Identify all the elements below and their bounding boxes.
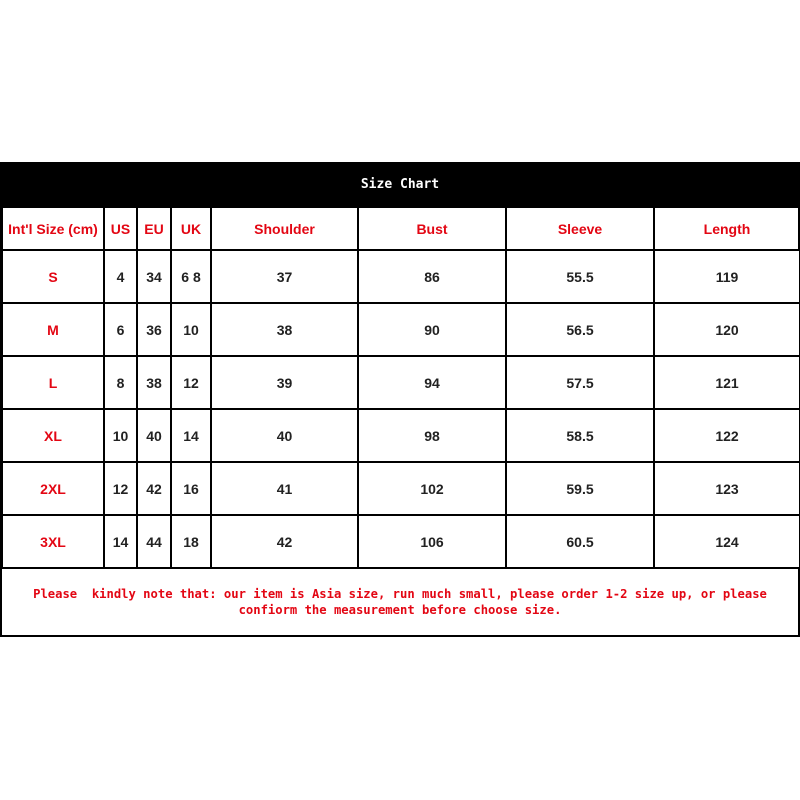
cell-bust: 94 [358, 356, 506, 409]
cell-size: 2XL [2, 462, 104, 515]
cell-uk: 14 [171, 409, 211, 462]
cell-sleeve: 58.5 [506, 409, 654, 462]
cell-size: 3XL [2, 515, 104, 568]
cell-uk: 10 [171, 303, 211, 356]
cell-sleeve: 60.5 [506, 515, 654, 568]
cell-sleeve: 57.5 [506, 356, 654, 409]
cell-bust: 102 [358, 462, 506, 515]
cell-length: 123 [654, 462, 800, 515]
cell-sleeve: 56.5 [506, 303, 654, 356]
cell-size: S [2, 250, 104, 303]
cell-uk: 6 8 [171, 250, 211, 303]
cell-shoulder: 39 [211, 356, 358, 409]
cell-us: 8 [104, 356, 137, 409]
cell-us: 12 [104, 462, 137, 515]
cell-size: L [2, 356, 104, 409]
table-row [2, 303, 800, 356]
size-note: Please kindly note that: our item is Asia size, run much small, please order 1-2 size up, or please confiorm the measurement before choose size. [33, 587, 775, 617]
header-length: Length [654, 207, 800, 250]
cell-us: 6 [104, 303, 137, 356]
table-row [2, 462, 800, 515]
cell-eu: 38 [137, 356, 171, 409]
table-row [2, 409, 800, 462]
header-sleeve: Sleeve [506, 207, 654, 250]
size-chart-title: Size Chart [2, 162, 798, 206]
table-header-row [2, 207, 800, 250]
table-row [2, 356, 800, 409]
cell-shoulder: 40 [211, 409, 358, 462]
cell-size: XL [2, 409, 104, 462]
cell-us: 10 [104, 409, 137, 462]
cell-length: 122 [654, 409, 800, 462]
cell-us: 4 [104, 250, 137, 303]
cell-length: 121 [654, 356, 800, 409]
cell-us: 14 [104, 515, 137, 568]
cell-length: 120 [654, 303, 800, 356]
table-row [2, 515, 800, 568]
cell-size: M [2, 303, 104, 356]
header-eu: EU [137, 207, 171, 250]
cell-bust: 106 [358, 515, 506, 568]
cell-shoulder: 42 [211, 515, 358, 568]
cell-length: 124 [654, 515, 800, 568]
cell-eu: 36 [137, 303, 171, 356]
size-table [1, 206, 800, 569]
cell-sleeve: 55.5 [506, 250, 654, 303]
cell-shoulder: 41 [211, 462, 358, 515]
cell-uk: 18 [171, 515, 211, 568]
cell-eu: 40 [137, 409, 171, 462]
cell-eu: 44 [137, 515, 171, 568]
table-row [2, 250, 800, 303]
header-intl-size: Int'l Size (cm) [2, 207, 104, 250]
cell-bust: 90 [358, 303, 506, 356]
cell-shoulder: 38 [211, 303, 358, 356]
cell-uk: 16 [171, 462, 211, 515]
cell-length: 119 [654, 250, 800, 303]
cell-uk: 12 [171, 356, 211, 409]
header-bust: Bust [358, 207, 506, 250]
header-uk: UK [171, 207, 211, 250]
cell-eu: 42 [137, 462, 171, 515]
header-shoulder: Shoulder [211, 207, 358, 250]
cell-bust: 86 [358, 250, 506, 303]
cell-bust: 98 [358, 409, 506, 462]
size-chart [0, 162, 800, 637]
cell-eu: 34 [137, 250, 171, 303]
cell-shoulder: 37 [211, 250, 358, 303]
header-us: US [104, 207, 137, 250]
cell-sleeve: 59.5 [506, 462, 654, 515]
